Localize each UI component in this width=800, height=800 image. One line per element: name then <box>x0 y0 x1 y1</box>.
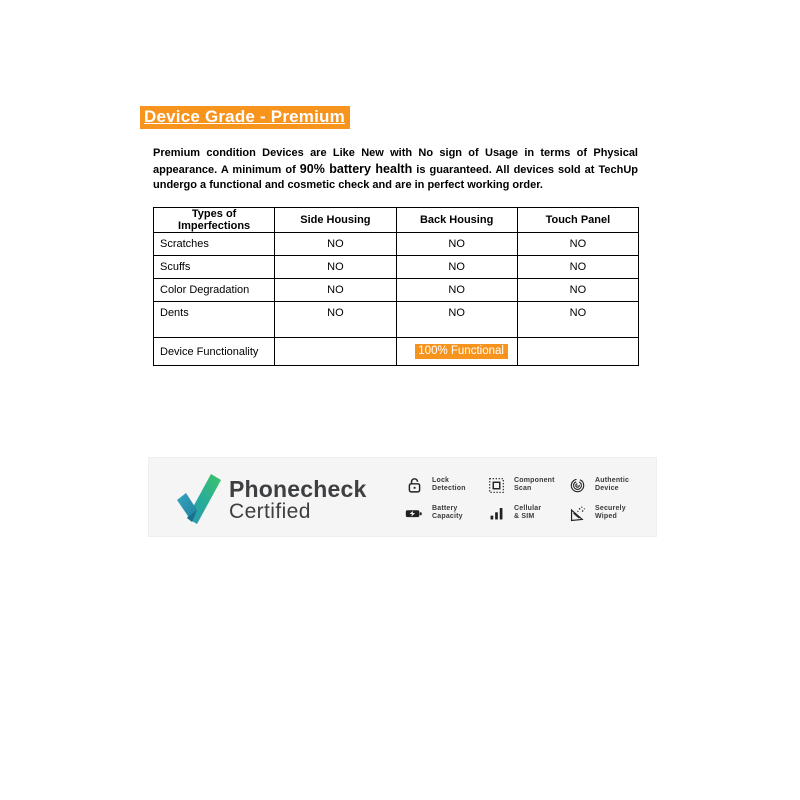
feature-label: Securely Wiped <box>595 504 626 520</box>
phonecheck-checkmark-logo <box>175 474 221 524</box>
row-label: Dents <box>154 302 275 338</box>
column-header-back-housing: Back Housing <box>396 208 517 233</box>
table-header-row <box>154 208 639 233</box>
row-label: Device Functionality <box>154 338 275 366</box>
cell-value: NO <box>396 279 517 302</box>
cell-value: NO <box>275 233 396 256</box>
paragraph-text-1: Premium condition Devices are Like New with No sign of Usage in terms of Physical appearance. A minimum of <box>153 147 638 176</box>
component-scan-icon <box>487 476 505 494</box>
feature-authentic-device <box>568 476 654 494</box>
cell-functionality <box>396 338 517 366</box>
feature-label: Battery Capacity <box>432 504 463 520</box>
cell-value: NO <box>517 256 638 279</box>
cell-value: NO <box>517 279 638 302</box>
table-row-device-functionality <box>154 338 639 366</box>
table-row-scratches <box>154 233 639 256</box>
battery-health-emphasis: 90% battery health <box>299 161 413 176</box>
cellular-bars-icon <box>487 504 505 522</box>
feature-battery-capacity <box>405 504 487 522</box>
row-label: Scratches <box>154 233 275 256</box>
brand-subtitle: Certified <box>229 500 311 523</box>
feature-label: Component Scan <box>514 476 555 492</box>
feature-securely-wiped <box>568 504 654 522</box>
certification-features <box>405 476 654 522</box>
imperfections-table <box>153 207 639 366</box>
feature-label: Authentic Device <box>595 476 630 492</box>
cell-value: NO <box>275 256 396 279</box>
cell-value: NO <box>396 256 517 279</box>
fingerprint-icon <box>568 476 586 494</box>
feature-component-scan <box>487 476 568 494</box>
functionality-highlight: 100% Functional <box>415 344 508 359</box>
cell-empty <box>517 338 638 366</box>
table-row-dents <box>154 302 639 338</box>
phonecheck-certified-badge <box>148 457 657 537</box>
column-header-side-housing: Side Housing <box>275 208 396 233</box>
cell-value: NO <box>396 302 517 338</box>
battery-icon <box>405 504 423 522</box>
feature-label: Cellular & SIM <box>514 504 542 520</box>
column-header-touch-panel: Touch Panel <box>517 208 638 233</box>
cell-value: NO <box>275 302 396 338</box>
table-row-scuffs <box>154 256 639 279</box>
row-label: Color Degradation <box>154 279 275 302</box>
brand-name: Phonecheck <box>229 476 367 502</box>
description-paragraph <box>153 146 638 194</box>
cell-value: NO <box>396 233 517 256</box>
feature-cellular-sim <box>487 504 568 522</box>
cell-empty <box>275 338 396 366</box>
lock-icon <box>405 476 423 494</box>
table-row-color-degradation <box>154 279 639 302</box>
wipe-icon <box>568 504 586 522</box>
paragraph-text-2: is guaranteed. All devices sold at TechUp undergo a functional and cosmetic check and are in perfect working order. <box>153 163 638 191</box>
column-header-types: Types of Imperfections <box>154 208 275 233</box>
cell-value: NO <box>517 302 638 338</box>
feature-label: Lock Detection <box>432 476 466 492</box>
section-heading: Device Grade - Premium <box>140 106 350 129</box>
brand-text <box>229 478 367 523</box>
feature-lock-detection <box>405 476 487 494</box>
cell-value: NO <box>517 233 638 256</box>
row-label: Scuffs <box>154 256 275 279</box>
cell-value: NO <box>275 279 396 302</box>
